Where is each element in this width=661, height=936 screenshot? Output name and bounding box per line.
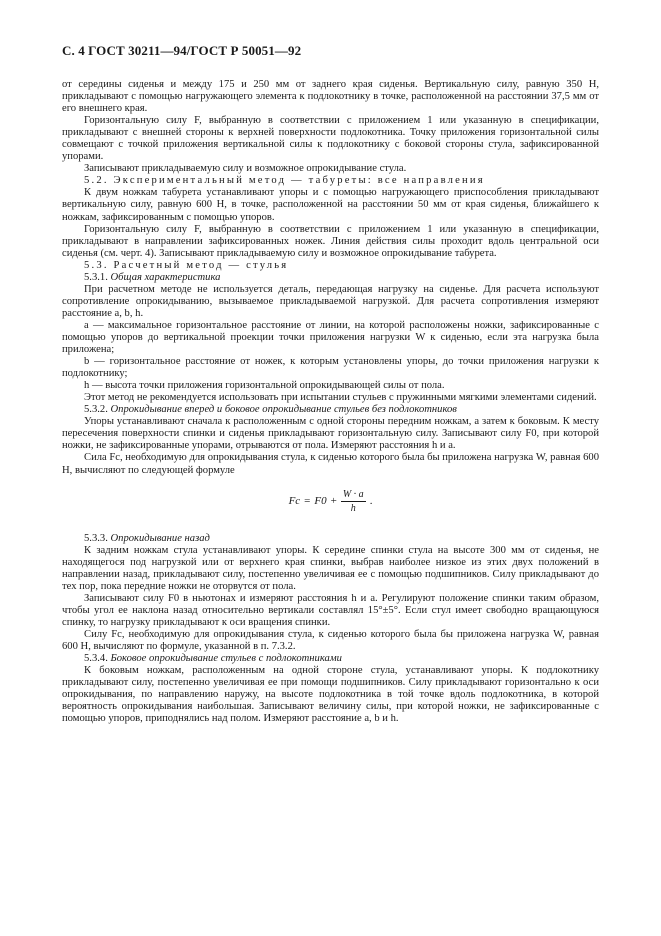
paragraph: a — максимальное горизонтальное расстояние от линии, на которой расположены ножки, зафиксированные с помощью упоров до вертикальной проекции точки приложения нагрузки W к сиденью, если эта нагрузка была приложена;	[62, 319, 599, 356]
subsection-title: Общая характеристика	[110, 271, 221, 283]
subsection-heading-5-3-4	[62, 653, 599, 665]
paragraph: Упоры устанавливают сначала к расположенным с одной стороны передним ножкам, а затем к боковым. К месту пересечения поверхности спинки и сиденья прикладывают горизонтальную силу. Записывают силу F0, при которой ножки, не зафиксированные упорами, отрываются от пола. Измеряют расстояния h и a.	[62, 416, 599, 452]
subsection-number: 5.3.4.	[84, 653, 108, 665]
subsection-heading-5-3-2	[62, 404, 599, 416]
paragraph: Горизонтальную силу F, выбранную в соответствии с приложением 1 или указанную в спецификации, прикладывают в направлении зафиксированных ножек. Линия действия силы проходит вдоль центральной оси сиденья (см. черт. 4). Записывают прикладываемую силу и возможное опрокидывание табурета.	[62, 223, 599, 259]
page-header: С. 4 ГОСТ 30211—94/ГОСТ Р 50051—92	[62, 43, 302, 58]
document-page	[62, 43, 599, 725]
subsection-number: 5.3.3.	[84, 532, 108, 544]
formula-plus: +	[330, 495, 337, 508]
paragraph: Силу Fc, необходимую для опрокидывания стула, к сиденью которого была бы приложена нагрузка W, равная 600 Н, вычисляют по формуле, указанной в п. 7.3.2.	[62, 628, 599, 652]
subsection-title: Боковое опрокидывание стульев с подлокотниками	[110, 653, 342, 665]
paragraph: К двум ножкам табурета устанавливают упоры и с помощью нагружающего приспособления прикладывают вертикальную силу, равную 600 Н, в точке, расположенной на расстоянии 50 мм от края сиденья, ближайшего к ножкам, зафиксированным с помощью упоров.	[62, 187, 599, 223]
paragraph: h — высота точки приложения горизонтальной опрокидывающей силы от пола.	[84, 380, 445, 392]
formula-equals: =	[304, 495, 311, 508]
paragraph: от середины сиденья и между 175 и 250 мм от заднего края сиденья. Вертикальную силу, равную 350 Н, прикладывают с помощью нагружающего элемента к подлокотнику в точке, расположенной на расстоянии 37,5 мм от его внешнего края.	[62, 79, 599, 115]
formula	[62, 489, 599, 519]
formula-end: .	[369, 495, 373, 508]
paragraph: Этот метод не рекомендуется использовать при испытании стульев с пружинными мягкими элементами сидений.	[84, 392, 597, 404]
subsection-number: 5.3.1.	[84, 271, 108, 283]
paragraph: Записывают силу F0 в ньютонах и измеряют расстояния h и a. Регулируют положение спинки таким образом, чтобы угол ее наклона назад относительно вертикали составлял 15°±5°. Если стул имеет свободно вращающуюся спинку, то нагрузку прикладывают к оси вращения спинки.	[62, 592, 599, 628]
subsection-title: Опрокидывание вперед и боковое опрокидывание стульев без подлокотников	[110, 404, 457, 416]
formula-denominator: h	[350, 502, 356, 514]
paragraph: Сила Fc, необходимую для опрокидывания стула, к сиденью которого была бы приложена нагрузка W, равная 600 Н, вычисляют по следующей формуле	[62, 452, 599, 476]
paragraph: Записывают прикладываемую силу и возможное опрокидывание стула.	[84, 163, 407, 175]
section-heading-5-2: 5.2. Экспериментальный метод — табуреты: все направления	[84, 175, 485, 187]
subsection-title: Опрокидывание назад	[110, 532, 210, 544]
paragraph: Горизонтальную силу F, выбранную в соответствии с приложением 1 или указанную в спецификации, прикладывают с внешней стороны к верхней поверхности подлокотника. Точку приложения горизонтальной силы совмещают с точкой приложения вертикальной силы к подлокотнику с боковой стороны стула, зафиксированной упорами.	[62, 115, 599, 163]
paragraph: К задним ножкам стула устанавливают упоры. К середине спинки стула на высоте 300 мм от сиденья, не находящегося под нагрузкой или от верхнего края спинки, выбрав наиболее низкое из этих двух положений в направлении назад, прикладывают силу, постепенно увеличивая ее с помощью подшипников. Силу прикладывают до тех пор, пока передние ножки не оторвутся от пола.	[62, 544, 599, 592]
subsection-number: 5.3.2.	[84, 404, 108, 416]
subsection-heading-5-3-3	[62, 533, 599, 545]
section-heading-5-3: 5.3. Расчетный метод — стулья	[84, 259, 289, 271]
formula-lhs: Fc	[288, 495, 301, 508]
subsection-heading-5-3-1	[62, 272, 599, 284]
formula-fraction	[341, 489, 366, 514]
formula-numerator: W · a	[342, 488, 364, 500]
paragraph: При расчетном методе не используется деталь, передающая нагрузку на сиденье. Для расчета используют сопротивление опрокидыванию, вызываемое прикладываемой нагрузкой. Для расчета сопротивления измеряют расстояние a, b, h.	[62, 283, 599, 319]
paragraph: b — горизонтальное расстояние от ножек, к которым установлены упоры, до точки приложения нагрузки к подлокотнику;	[62, 356, 599, 380]
formula-f0: F0	[314, 495, 327, 508]
paragraph: К боковым ножкам, расположенным на одной стороне стула, устанавливают упоры. К подлокотнику прикладывают силу, постепенно увеличивая ее при помощи подшипников. Силу прикладывают горизонтально к оси опрокидывания, по направлению наружу, на высоте подлокотника в той точке вдоль подлокотника, в которой вероятность опрокидывания наибольшая. Записывают величину силы, при которой ножки, не зафиксированные с помощью упоров, приподнялись над полом. Измеряют расстояние a, b и h.	[62, 665, 599, 725]
